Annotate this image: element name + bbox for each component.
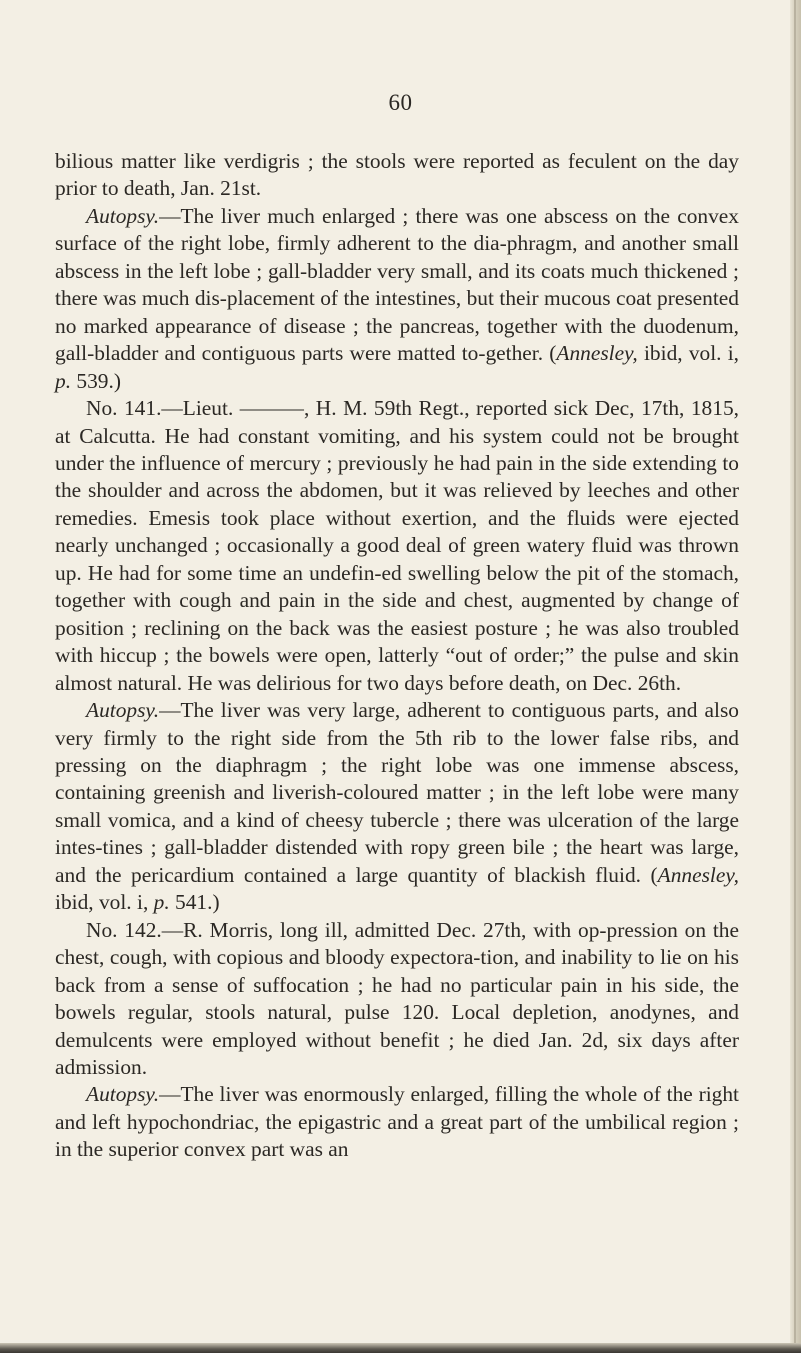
page-bottom-edge <box>0 1343 801 1353</box>
text-run: —The liver much enlarged ; there was one abscess on the convex surface of the right lobe, firmly adherent to the dia-phragm, and another small abscess in the left lobe ; gall-bladder very small, and its coats much thickened ; there was much dis-placement of the intestines, but their mucous coat presented no marked appearance of disease ; the pancreas, together with the duodenum, gall-bladder and contiguous parts were matted to-gether. ( <box>55 203 739 366</box>
text-run: ibid, vol. i, <box>637 341 739 366</box>
text-run: ibid, vol. i, <box>55 890 154 915</box>
paragraph-case-141 <box>55 395 739 697</box>
paragraph-continuation <box>55 148 739 203</box>
paragraph-case-142 <box>55 917 739 1082</box>
italic-text: Autopsy. <box>86 698 160 723</box>
text-run: —The liver was enormously enlarged, filling the whole of the right and left hypochondriac, the epigastric and a great part of the umbilical region ; in the superior convex part was an <box>55 1082 739 1162</box>
text-run: —The liver was very large, adherent to contiguous parts, and also very firmly to the right side from the 5th rib to the lower false ribs, and pressing on the diaphragm ; the right lobe was one immense abscess, containing greenish and liverish-coloured matter ; in the left lobe were many small vomica, and a kind of cheesy tubercle ; there was ulceration of the large intes-tines ; gall-bladder distended with ropy green bile ; the heart was large, and the pericardium contained a large quantity of blackish fluid. ( <box>55 698 739 887</box>
paragraph-autopsy-142 <box>55 1081 739 1163</box>
paragraph-autopsy-140 <box>55 203 739 395</box>
text-run: 539.) <box>71 368 121 393</box>
italic-text: p. <box>55 368 72 393</box>
italic-text: Annesley, <box>556 341 638 366</box>
text-run: bilious matter like verdigris ; the stools were reported as feculent on the day prior to death, Jan. 21st. <box>55 149 739 201</box>
body-text <box>55 148 739 1164</box>
text-run: No. 141.—Lieut. ———, H. M. 59th Regt., reported sick Dec, 17th, 1815, at Calcutta. He had constant vomiting, and his system could not be brought under the influence of mercury ; previously he had pain in the side extending to the shoulder and across the abdomen, but it was relieved by leeches and other remedies. Emesis took place without exertion, and the fluids were ejected nearly unchanged ; occasionally a good deal of green watery fluid was thrown up. He had for some time an undefin-ed swelling below the pit of the stomach, together with cough and pain in the side and chest, augmented by change of position ; reclining on the back was the easiest posture ; he was also troubled with hiccup ; the bowels were open, latterly “out of order;” the pulse and skin almost natural. He was delirious for two days before death, on Dec. 26th. <box>55 396 739 695</box>
italic-text: Autopsy. <box>86 1082 160 1107</box>
italic-text: Autopsy. <box>86 203 160 228</box>
italic-text: Annesley, <box>657 862 739 887</box>
page-number: 60 <box>388 90 413 115</box>
page-edge-shadow <box>790 0 801 1353</box>
paragraph-autopsy-141 <box>55 697 739 917</box>
text-run: No. 142.—R. Morris, long ill, admitted Dec. 27th, with op-pression on the chest, cough, with copious and bloody expectora-tion, and inability to lie on his back from a sense of suffocation ; he had no particular pain in his side, the bowels regular, stools natural, pulse 120. Local depletion, anodynes, and demulcents were employed without benefit ; he died Jan. 2d, six days after admission. <box>55 917 739 1079</box>
text-run: 541.) <box>169 890 220 915</box>
italic-text: p. <box>153 890 170 915</box>
